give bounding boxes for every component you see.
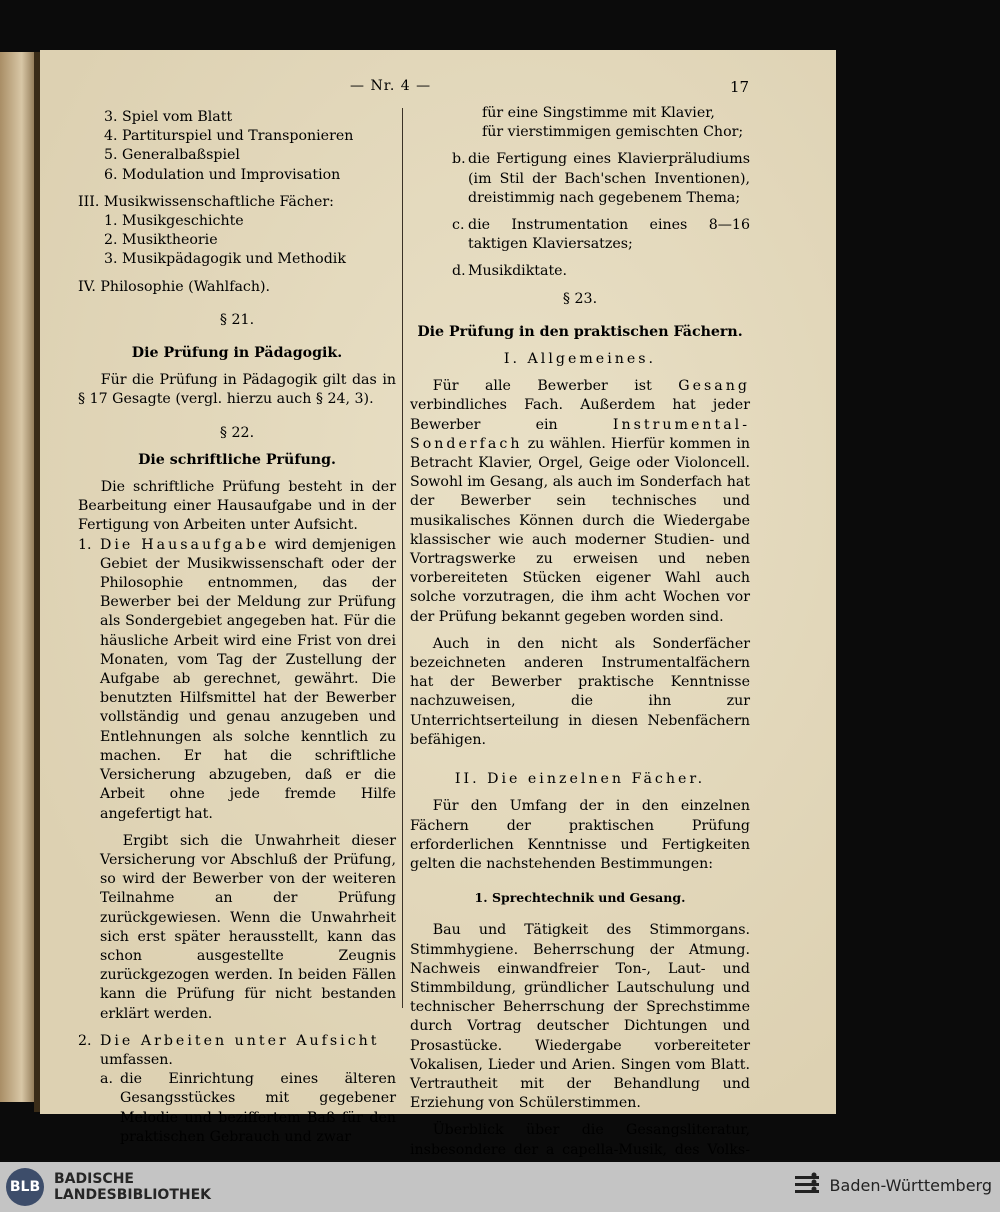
bw-label: Baden-Württemberg — [829, 1175, 992, 1195]
paragraph-other-instruments: Auch in den nicht als Sonderfächer bezeichneten anderen Instrumentalfächern hat der Bewerber praktische Kenntnisse nachzuweisen, die ihn zur Unterrichtserteilung in diesen Nebenfächern befähigen. — [410, 635, 750, 748]
page-number: 17 — [730, 78, 750, 96]
paragraph-requirements: Für den Umfang der in den einzelnen Fächern der praktischen Prüfung erforderlichen Kenntnisse und Fertigkeiten gelten die nachstehenden Bestimmungen: — [410, 798, 750, 872]
list-item: 6. Modulation und Improvisation — [104, 166, 341, 183]
list-item: für vierstimmigen gemischten Chor; — [482, 124, 744, 141]
item-text: wird demjenigen Gebiet der Musikwissenschaft oder der Philosophie entnommen, das der Bewerber bei der Meldung zur Prüfung als Sondergebiet angegeben hat. Für die häusliche Arbeit wird eine Frist von drei Monaten, vom Tag der Zustellung der Aufgabe ab gerechnet, gewährt. Die benutzten Hilfsmittel hat der Bewerber vollständig und genau anzugeben und Entlehnungen als solche kenntlich zu machen. Er hat die schriftliche Versicherung abzugeben, daß er die Arbeit ohne jede fremde Hilfe angefertigt hat. — [100, 536, 396, 822]
item-label: a. — [100, 1071, 113, 1088]
blb-logo[interactable]: BLB — [6, 1168, 44, 1206]
item-text: die Instrumentation eines 8—16 taktigen Klaviersatzes; — [468, 217, 750, 253]
list-item: für eine Singstimme mit Klavier, — [482, 105, 715, 121]
text-run-spaced: Gesang — [678, 378, 750, 395]
section-heading-iv: IV. Philosophie (Wahlfach). — [78, 278, 271, 295]
right-column — [410, 104, 750, 1179]
section-title-22: Die schriftliche Prüfung. — [138, 451, 336, 468]
item-tail: umfassen. — [100, 1051, 173, 1068]
list-item-2a — [78, 1070, 396, 1147]
text-run-spaced: Instrumental-Sonderfach — [410, 416, 750, 452]
subsection-heading-i: I. Allgemeines. — [503, 351, 657, 368]
list-item: 5. Generalbaßspiel — [104, 147, 240, 164]
blb-name-line2: LANDESBIBLIOTHEK — [54, 1187, 212, 1203]
list-item: 3. Musikpädagogik und Methodik — [104, 251, 346, 268]
item-label: d. — [452, 263, 466, 280]
paragraph-21: Für die Prüfung in Pädagogik gilt das in § 17 Gesagte (vergl. hierzu auch § 24, 3). — [78, 372, 396, 408]
blb-name[interactable] — [54, 1171, 211, 1203]
baden-wuerttemberg-logo[interactable] — [792, 1170, 992, 1200]
text-run: zu wählen. Hierfür kommen in Betracht Klavier, Orgel, Geige oder Violoncell. Sowohl im Gesang, als auch im Sonderfach hat der Bewerber sein technisches und musikalisches Können durch die Wiedergabe klassischer wie auch moderner Studien- und Vortragswerke zu erweisen und neben vorbereiteten Stücken eigener Wahl auch solche vorzutragen, die ihm acht Wochen vor der Prüfung bekannt gegeben worden sind. — [410, 435, 751, 625]
text-run: verbindliches Fach. Außerdem hat jeder Bewerber ein — [410, 397, 750, 433]
footer-bar — [0, 1162, 1000, 1212]
list-item-2 — [78, 1032, 396, 1070]
paragraph-number-23: § 23. — [562, 290, 598, 307]
left-column — [78, 108, 396, 1147]
lions-crest-icon — [792, 1170, 822, 1200]
list-item-1 — [78, 536, 396, 824]
item-heading: Die Hausaufgabe — [100, 536, 270, 553]
blb-name-line1: BADISCHE — [54, 1171, 134, 1187]
subheading-speech-singing: 1. Sprechtechnik und Gesang. — [474, 890, 686, 906]
issue-header: — Nr. 4 — — [350, 78, 432, 94]
list-item: 1. Musikgeschichte — [104, 213, 244, 230]
item-text: die Einrichtung eines älteren Gesangsstückes mit gegebener Melodie und beziffertem Baß für den praktischen Gebrauch und zwar — [120, 1071, 396, 1145]
item-number: 1. — [78, 536, 92, 553]
list-item: 3. Spiel vom Blatt — [104, 109, 233, 125]
item-text: Musikdiktate. — [468, 263, 568, 280]
section-title-21: Die Prüfung in Pädagogik. — [131, 345, 343, 362]
list-item-c — [410, 216, 750, 254]
list-item: 4. Partiturspiel und Transponieren — [104, 128, 354, 145]
section-title-23: Die Prüfung in den praktischen Fächern. — [417, 323, 743, 340]
item-heading: Die Arbeiten unter Aufsicht — [100, 1032, 380, 1049]
subsection-heading-ii: II. Die einzelnen Fächer. — [454, 771, 706, 788]
list-item: 2. Musiktheorie — [104, 232, 218, 249]
column-divider — [402, 108, 403, 1008]
list-item-b — [410, 150, 750, 208]
paragraph-22: Die schriftliche Prüfung besteht in der Bearbeitung einer Hausaufgabe und in der Fertigung von Arbeiten unter Aufsicht. — [78, 479, 396, 534]
item-label: c. — [452, 217, 465, 234]
paragraph-number-21: § 21. — [219, 311, 255, 328]
item-number: 2. — [78, 1032, 92, 1049]
paragraph-item1-cont: Ergibt sich die Unwahrheit dieser Versicherung vor Abschluß der Prüfung, so wird der Bewerber von der weiteren Teilnahme an der Prüfung zurückgewiesen. Wenn die Unwahrheit sich erst später herausstellt, kann das schon ausgestellte Zeugnis zurückgezogen werden. In beiden Fällen kann die Prüfung für nicht bestanden erklärt werden. — [100, 832, 396, 1022]
list-item-d — [410, 262, 750, 281]
section-heading-iii: III. Musikwissenschaftliche Fächer: — [78, 193, 334, 210]
paragraph-literature: Überblick über die Gesangsliteratur, insbesondere der a capella-Musik, des Volks- — [410, 1122, 750, 1158]
paragraph-number-22: § 22. — [219, 424, 255, 441]
left-page-edge — [0, 52, 36, 1102]
text-run: Für alle Bewerber ist — [432, 378, 652, 395]
item-text: die Fertigung eines Klavierpräludiums (im Stil der Bach'schen Inventionen), dreistimmig nach gegebenem Thema; — [468, 151, 750, 206]
paragraph-speech-singing: Bau und Tätigkeit des Stimmorgans. Stimmhygiene. Beherrschung der Atmung. Nachweis einwandfreier Ton-, Laut- und Stimmbildung, gründlicher Lautschulung und technischer Beherrschung der Sprechstimme durch Vortrag deutscher Dichtungen und Prosastücke. Wiedergabe vorbereiteter Vokalisen, Lieder und Arien. Singen vom Blatt. Vertrautheit mit der Behandlung und Erziehung von Schülerstimmen. — [410, 922, 750, 1112]
item-label: b. — [452, 151, 466, 168]
paragraph-general — [410, 377, 750, 627]
